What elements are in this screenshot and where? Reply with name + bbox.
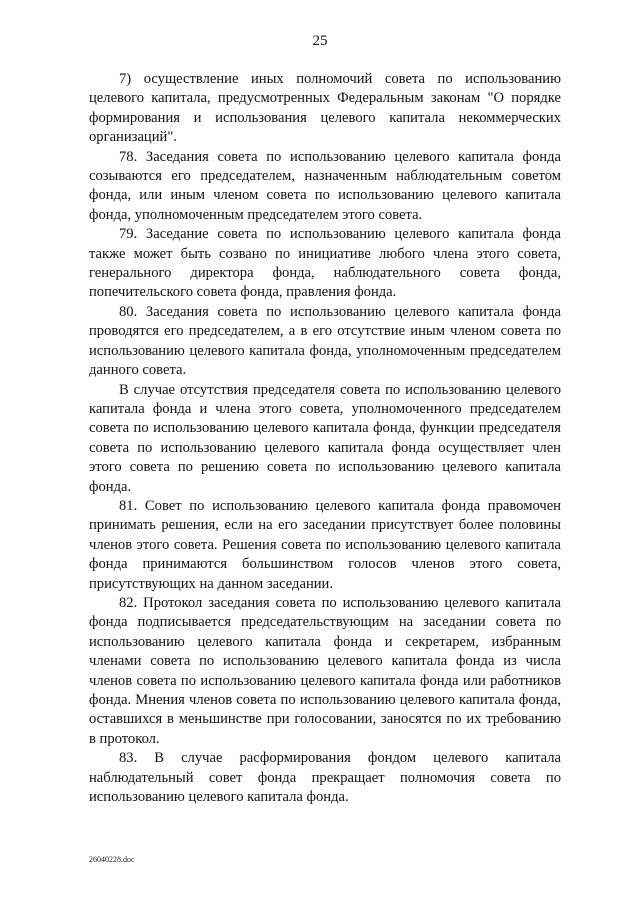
paragraph-80: 80. Заседания совета по использованию целевого капитала фонда проводятся его председателем, а в его отсутствие иным членом совета по использованию целевого капитала фонда, уполномоченным председателем данного совета. xyxy=(89,303,561,379)
paragraph-79: 79. Заседание совета по использованию целевого капитала фонда также может быть созвано по инициативе любого члена этого совета, генерального директора фонда, наблюдательного совета фонда, попечительского совета фонда, правления фонда. xyxy=(89,226,561,301)
page-number: 25 xyxy=(312,33,328,49)
document-body xyxy=(89,70,561,807)
paragraph-item-7: 7) осуществление иных полномочий совета по использованию целевого капитала, предусмотренных Федеральным законам "О порядке формирования и использования целевого капитала некоммерческих организаций". xyxy=(89,71,561,146)
paragraph-82: 82. Протокол заседания совета по использованию целевого капитала фонда подписывается председательствующим на заседании совета по использованию целевого капитала фонда и секретарем, избранным членами совета по использованию целевого капитала фонда из числа членов совета по использованию целевого капитала фонда или работников фонда. Мнения членов совета по использованию целевого капитала фонда, оставшихся в меньшинстве при голосовании, заносятся по их требованию в протокол. xyxy=(89,594,561,747)
paragraph-81: 81. Совет по использованию целевого капитала фонда правомочен принимать решения, если на его заседании присутствует более половины членов этого совета. Решения совета по использованию целевого капитала фонда принимаются большинством голосов членов этого совета, присутствующих на данном заседании. xyxy=(89,497,561,592)
paragraph-80-continued: В случае отсутствия председателя совета по использованию целевого капитала фонда и члена этого совета, уполномоченного председателем совета по использованию целевого капитала фонда, функции председателя совета по использованию целевого капитала фонда осуществляет член этого совета по решению совета по использованию целевого капитала фонда. xyxy=(89,381,561,495)
paragraph-83: 83. В случае расформирования фондом целевого капитала наблюдательный совет фонда прекращает полномочия совета по использованию целевого капитала фонда. xyxy=(89,750,561,806)
paragraph-78: 78. Заседания совета по использованию целевого капитала фонда созываются его председателем, назначенным наблюдательным советом фонда, или иным членом совета по использованию целевого капитала фонда, уполномоченным председателем этого совета. xyxy=(89,148,561,223)
footer-filename: 26040228.doc xyxy=(89,855,135,864)
